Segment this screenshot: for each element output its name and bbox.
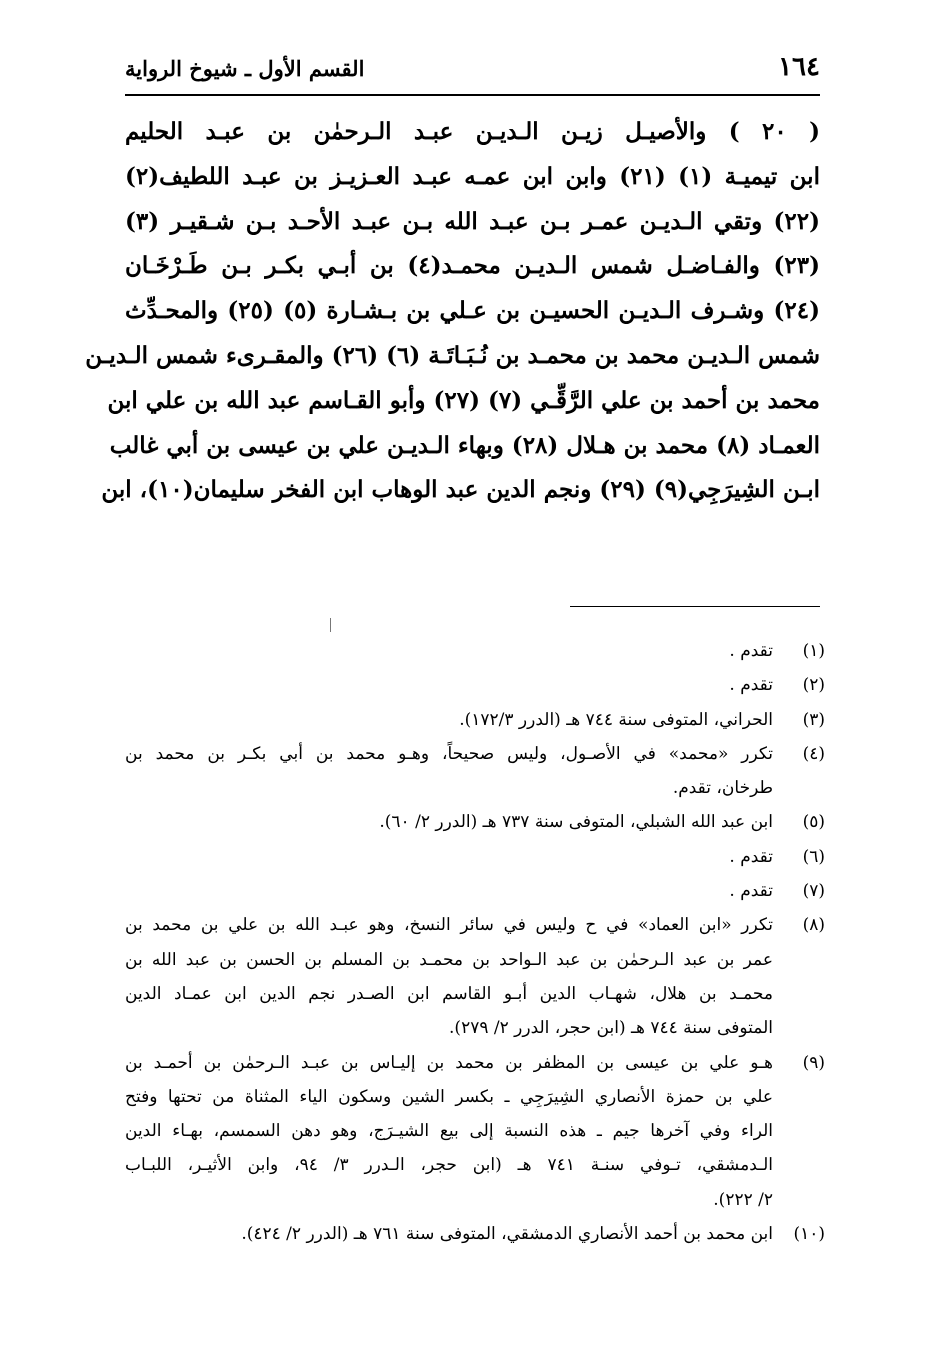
footnote <box>125 668 825 702</box>
footnote-number: (٧) <box>802 881 825 902</box>
footnote-number: (١٠) <box>793 1224 825 1245</box>
footnote-line: الراء وفي آخرها جيم ـ هذه النسبة إلى بيع الشيـرَج، وهو دهن السمسم، بهـاء الدين <box>125 1121 773 1142</box>
text-line: شمس الـديـن محمد بن محمـد بن نُـبَـاتَـة (٦) (٢٦) والمقـرىء شمس الـديـن <box>85 341 820 369</box>
text-line: (٢٣) والفـاضـل شمس الـديـن محمـد(٤) بن أبـي بكـر بـن طَـرْخَـان <box>125 252 820 280</box>
footnote-line: ٢/ ٢٢٢). <box>713 1189 773 1210</box>
footnote-number: (٨) <box>802 915 825 936</box>
footnote-number: (١) <box>802 641 825 661</box>
running-title: القسم الأول ـ شيوخ الرواية <box>125 56 365 81</box>
footnote-number: (٦) <box>802 846 825 867</box>
footnote-line: الـدمشقي، تـوفي سنـة ٧٤١ هـ (ابن حجر، الـدرر ٣/ ٩٤، وابن الأثيـر، اللبـاب <box>125 1155 773 1176</box>
footnote-number: (٤) <box>802 743 825 764</box>
footnote <box>125 805 825 839</box>
footnote-line: ابن عبد الله الشبلي، المتوفى سنة ٧٣٧ هـ (الدرر ٢/ ٦٠). <box>379 812 773 833</box>
header-rule <box>125 94 820 96</box>
footnote-line: عمر بن عبد الـرحمٰن بن عبد الـواحد بن محمـد بن المسلم بن الحسن بن عبد الله بن <box>125 949 773 970</box>
text-line: ( ٢٠ ) والأصيـل زيـن الـديـن عبـد الـرحمٰن بن عبـد الحليم <box>125 118 821 145</box>
footnote-line: ابن محمد بن أحمد الأنصاري الدمشقي، المتوفى سنة ٧٦١ هـ (الدرر ٢/ ٤٢٤). <box>241 1224 773 1245</box>
footnote-number: (٩) <box>802 1052 825 1073</box>
text-line: ابـن الشِيرَجِي(٩) (٢٩) ونجم الدين عبد الوهاب ابن الفخر سليمان(١٠)، ابن <box>101 476 820 504</box>
footnote-line: علي بن حمزة الأنصاري الشِيرَجِي ـ بكسر الشين وسكون الياء المثناة من تحتها وفتح <box>125 1086 773 1107</box>
footnote-line: الحراني، المتوفى سنة ٧٤٤ هـ (الدرر ١٧٢/٣). <box>459 709 773 730</box>
footnote <box>125 634 825 668</box>
footnote-line: تكرر «ابن العماد» في ح وليس في سائر النسخ، وهو عبـد الله بن علي بن محمد بن <box>125 915 773 936</box>
footnote <box>125 908 825 1045</box>
footnote <box>125 874 825 908</box>
text-line: (٢٢) وتقي الـديـن عمـر بـن عبـد الله بـن عبـد الأحـد بـن شـقيـر (٣) <box>125 207 820 235</box>
footnote <box>125 840 825 874</box>
footnote-line: تقدم . <box>729 675 773 696</box>
running-header <box>125 46 820 92</box>
text-line: العمـاد (٨) محمد بن هـلال (٢٨) وبهاء الـديـن علي بن عيسى بن أبي غالب <box>109 431 820 459</box>
footnote-number: (٥) <box>802 812 825 833</box>
footnote-line: المتوفى سنة ٧٤٤ هـ (ابن حجر، الدرر ٢/ ٢٧٩). <box>449 1018 773 1039</box>
text-line: محمد بن أحمد بن علي الرَّقِّـي (٧) (٢٧) وأبو القـاسم عبد الله بن علي ابن <box>107 386 820 414</box>
footnote-line: تقدم . <box>729 881 773 902</box>
stray-mark <box>330 618 331 632</box>
footnote <box>125 1217 825 1251</box>
footnote-line: محمـد بن هلال، شهـاب الدين أبـو القاسم ابن الصـدر نجم الدين ابن عمـاد الدين <box>125 983 773 1004</box>
text-line: ابن تيميـة (١) (٢١) وابن ابن عمـه عبـد العـزيـز بن عبـد اللطيف(٢) <box>125 162 820 190</box>
footnote-line: تقدم . <box>729 846 773 867</box>
footnote-number: (٣) <box>802 709 825 730</box>
footnote-separator <box>570 606 820 607</box>
page-number: ١٦٤ <box>778 52 820 82</box>
footnote-line: تقدم . <box>729 641 773 661</box>
footnote <box>125 737 825 806</box>
footnote-number: (٢) <box>802 675 825 696</box>
text-line: (٢٤) وشـرف الـديـن الحسيـن بن عـلي بن بـشـارة (٥) (٢٥) والمحـدِّث <box>125 297 820 325</box>
main-text <box>85 110 821 513</box>
footnotes <box>125 634 825 1251</box>
footnote-line: طرخان، تقدم. <box>672 778 773 799</box>
footnote-line: هـو علي بن عيسى بن المظفر بن محمد بن إليـاس بن عبـد الـرحمٰن بن أحمـد بن <box>125 1052 773 1073</box>
footnote <box>125 1046 825 1217</box>
footnote <box>125 703 825 737</box>
footnote-line: تكرر «محمد» في الأصـول، وليس صحيحاً، وهـو محمد بن أبي بكـر بن محمد بن <box>125 743 773 764</box>
